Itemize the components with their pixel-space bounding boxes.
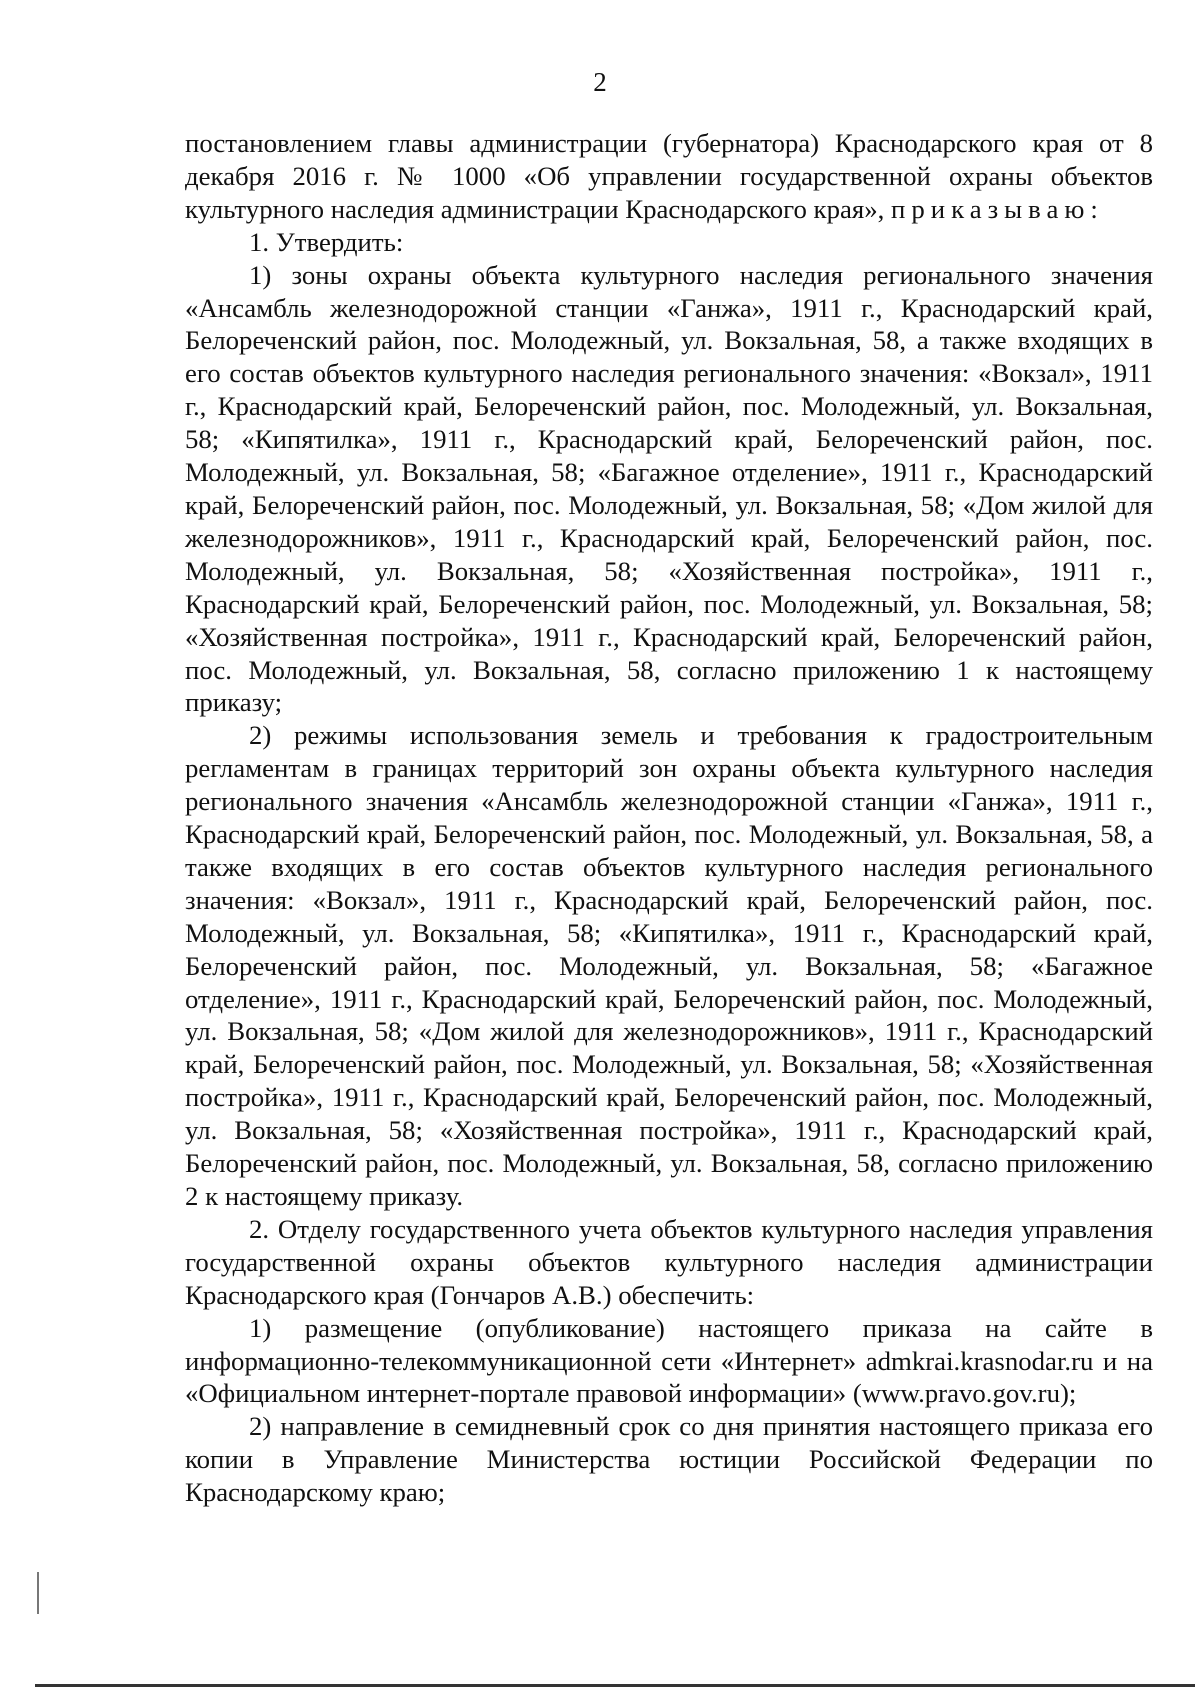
clause-1-2-land-use-regimes: 2) режимы использования земель и требования к градостроительным регламентам в границах территорий зон охраны объекта культурного наследия регионального значения «Ансамбль железнодорожной станции «Ганжа», 1911 г., Краснодарский край, Белореченский район, пос. Молодежный, ул. Вокзальная, 58, а также входящих в его состав объектов культурного наследия регионального значения: «Вокзал», 1911 г., Краснодарский край, Белореченский район, пос. Молодежный, ул. Вокзальная, 58; «Кипятилка», 1911 г., Краснодарский край, Белореченский район, пос. Молодежный, ул. Вокзальная, 58; «Багажное отделение», 1911 г., Краснодарский край, Белореченский район, пос. Молодежный, ул. Вокзальная, 58; «Дом жилой для железнодорожников», 1911 г., Краснодарский край, Белореченский район, пос. Молодежный, ул. Вокзальная, 58; «Хозяйственная постройка», 1911 г., Краснодарский край, Белореченский район, пос. Молодежный, ул. Вокзальная, 58; «Хозяйственная постройка», 1911 г., Краснодарский край, Белореченский район, пос. Молодежный, ул. Вокзальная, 58, согласно приложению 2 к настоящему приказу. — [185, 720, 1153, 1211]
clause-1-1-protection-zones: 1) зоны охраны объекта культурного наследия регионального значения «Ансамбль железнодорожной станции «Ганжа», 1911 г., Краснодарский край, Белореченский район, пос. Молодежный, ул. Вокзальная, 58, а также входящих в его состав объектов культурного наследия регионального значения: «Вокзал», 1911 г., Краснодарский край, Белореченский район, пос. Молодежный, ул. Вокзальная, 58; «Кипятилка», 1911 г., Краснодарский край, Белореченский район, пос. Молодежный, ул. Вокзальная, 58; «Багажное отделение», 1911 г., Краснодарский край, Белореченский район, пос. Молодежный, ул. Вокзальная, 58; «Дом жилой для железнодорожников», 1911 г., Краснодарский край, Белореченский район, пос. Молодежный, ул. Вокзальная, 58; «Хозяйственная постройка», 1911 г., Краснодарский край, Белореченский район, пос. Молодежный, ул. Вокзальная, 58; «Хозяйственная постройка», 1911 г., Краснодарский край, Белореченский район, пос. Молодежный, ул. Вокзальная, 58, согласно приложению 1 к настоящему приказу; — [185, 259, 1153, 718]
intro-text: постановлением главы администрации (губернатора) Краснодарского края от 8 декабря 2016 г. № 1000 «Об управлении государственной охраны объектов культурного наследия администрации Краснодарского края», — [185, 128, 1153, 224]
page-number: 2 — [593, 67, 607, 97]
intro-paragraph — [185, 127, 1153, 226]
clause-2-department: 2. Отделу государственного учета объектов культурного наследия управления государственной охраны объектов культурного наследия администрации Краснодарского края (Гончаров А.В.) обеспечить: — [185, 1213, 1153, 1310]
clause-2-1-publication: 1) размещение (опубликование) настоящего приказа на сайте в информационно-телекоммуникационной сети «Интернет» admkrai.krasnodar.ru и на «Официальном интернет-портале правовой информации» (www.pravo.gov.ru); — [185, 1312, 1153, 1409]
document-body — [185, 127, 1153, 1509]
scan-margin-mark — [37, 1572, 39, 1614]
clause-1-approve: 1. Утвердить: — [249, 226, 404, 257]
clause-2-2-copy-to-ministry: 2) направление в семидневный срок со дня принятия настоящего приказа его копии в Управление Министерства юстиции Российской Федерации по Краснодарскому краю; — [185, 1411, 1153, 1508]
order-word: приказываю: — [891, 193, 1104, 224]
scan-bottom-edge — [35, 1684, 1195, 1687]
